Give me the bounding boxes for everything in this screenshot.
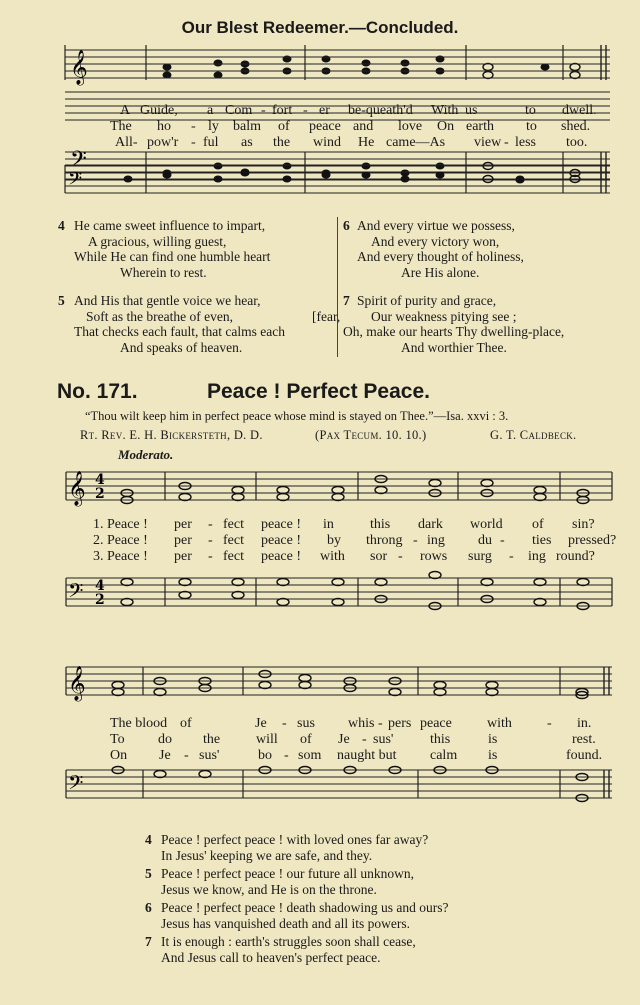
tune-name: (Pax Tecum. 10. 10.)	[315, 428, 427, 442]
hymn2-lyric-b-1: The blood of Je - sus whis - pers peace with - in.	[110, 716, 592, 731]
hymn2-lyric-b-3: On Je - sus' bo - som naught but calm is found.	[110, 748, 603, 763]
svg-text:𝄢: 𝄢	[68, 579, 84, 607]
hymn-number: No. 171.	[57, 380, 138, 403]
page-title: Our Blest Redeemer.—Concluded.	[181, 18, 459, 37]
svg-text:4: 4	[95, 578, 105, 594]
hymn1-lyric-line-2: The ho - ly balm of peace and love On earth to shed.	[110, 119, 591, 134]
hymn2-verse-6: 6 Peace ! perfect peace ! death shadowing us and ours? Jesus has vanquished death and all its powers.	[145, 900, 449, 931]
hymn1-lyric-line-3: All- pow'r - ful as the wind He came—As view - less too.	[115, 135, 588, 150]
hymn1-verse-5: 5 And His that gentle voice we hear, Soft as the breathe of even, [fear, That checks each fault, that calms each And speaks of heaven.	[58, 293, 341, 355]
hymn-title: Peace ! Perfect Peace.	[207, 380, 430, 403]
svg-text:2: 2	[95, 592, 105, 608]
tempo-marking: Moderato.	[118, 447, 174, 462]
hymn1-bass-staff	[0, 155, 640, 215]
svg-text:4: 4	[95, 472, 105, 488]
svg-text:𝄞: 𝄞	[70, 50, 88, 85]
svg-text:𝄞: 𝄞	[68, 471, 86, 506]
hymn1-lyric-line-1: A Guide, a Com - fort - er be-queath'd With us to dwell.	[120, 103, 597, 118]
author: Rt. Rev. E. H. Bickersteth, D. D.	[80, 428, 263, 442]
hymn1-verse-4: 4 He came sweet influence to impart, A gracious, willing guest, While He can find one humble heart Wherein to rest.	[58, 218, 271, 280]
svg-text:𝄢: 𝄢	[70, 147, 87, 177]
hymn2-verse-7: 7 It is enough : earth's struggles soon shall cease, And Jesus call to heaven's perfect peace.	[145, 934, 416, 965]
svg-text:𝄢: 𝄢	[68, 169, 83, 194]
hymn1-verse-6: 6 And every virtue we possess, And every victory won, And every thought of holiness, Are His alone.	[343, 218, 524, 280]
svg-text:2: 2	[95, 486, 105, 502]
svg-text:𝄢: 𝄢	[68, 771, 84, 799]
composer: G. T. Caldbeck.	[490, 428, 577, 442]
epigraph: “Thou wilt keep him in perfect peace whose mind is stayed on Thee.”—Isa. xxvi : 3.	[85, 409, 509, 423]
hymn2-verse-4: 4 Peace ! perfect peace ! with loved ones far away? In Jesus' keeping we are safe, and they.	[145, 832, 429, 863]
svg-text:𝄞: 𝄞	[68, 666, 86, 701]
hymn2-lyric-b-2: To do the will of Je - sus' this is rest.	[110, 732, 596, 747]
hymn2-lyric-a-1: 1. Peace ! per - fect peace ! in this dark world of sin?	[93, 517, 595, 532]
hymn1-verse-7: 7 Spirit of purity and grace, Our weakness pitying see ; Oh, make our hearts Thy dwelling-place, And worthier Thee.	[343, 293, 565, 355]
hymn2-lyric-a-3: 3. Peace ! per - fect peace ! with sor - rows surg - ing round?	[93, 549, 595, 564]
hymn2-lyric-a-2: 2. Peace ! per - fect peace ! by throng - ing du - ties pressed?	[93, 533, 617, 548]
hymn1-treble-staff	[0, 40, 640, 100]
verse-divider	[337, 217, 338, 357]
hymn2-verse-5: 5 Peace ! perfect peace ! our future all unknown, Jesus we know, and He is on the throne.	[145, 866, 414, 897]
